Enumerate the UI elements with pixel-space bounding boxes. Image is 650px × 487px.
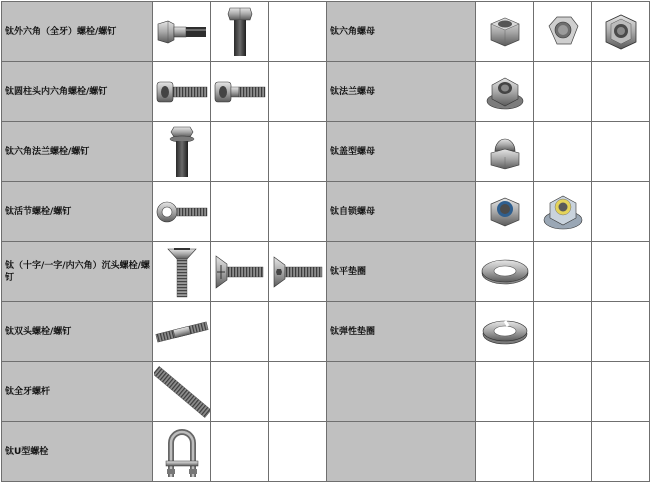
product-label: 钛法兰螺母: [327, 62, 476, 122]
table-row: [2, 182, 650, 242]
product-label: 钛活节螺栓/螺钉: [2, 182, 153, 242]
countersunk-slotted-screw-icon: [153, 242, 211, 302]
spring-washer-icon: [476, 302, 534, 362]
countersunk-phillips-screw-icon: [211, 242, 269, 302]
product-label: 钛U型螺栓: [2, 422, 153, 482]
fastener-catalog-table: [1, 1, 650, 482]
product-label: 钛双头螺栓/螺钉: [2, 302, 153, 362]
flange-bolt-icon: [153, 122, 211, 182]
product-label: 钛平垫圈: [327, 242, 476, 302]
stud-bolt-icon: [153, 302, 211, 362]
table-row: [2, 362, 650, 422]
threaded-rod-icon: [153, 362, 211, 422]
flat-washer-icon: [476, 242, 534, 302]
flange-lock-nut-icon: [534, 182, 592, 242]
product-label: 钛盖型螺母: [327, 122, 476, 182]
hex-bolt-icon: [153, 2, 211, 62]
product-label: 钛弹性垫圈: [327, 302, 476, 362]
table-row: [2, 242, 650, 302]
product-label: 钛六角法兰螺栓/螺钉: [2, 122, 153, 182]
hex-bolt-vertical-icon: [211, 2, 269, 62]
product-label: 钛自锁螺母: [327, 182, 476, 242]
table-row: [2, 302, 650, 362]
u-bolt-icon: [153, 422, 211, 482]
product-label: 钛六角螺母: [327, 2, 476, 62]
nylon-lock-nut-icon: [476, 182, 534, 242]
table-row: [2, 62, 650, 122]
cap-nut-icon: [476, 122, 534, 182]
product-label: 钛外六角（全牙）螺栓/螺钉: [2, 2, 153, 62]
product-label: 钛（十字/一字/内六角）沉头螺栓/螺钉: [2, 242, 153, 302]
table-row: [2, 122, 650, 182]
socket-cap-screw-icon: [153, 62, 211, 122]
eye-bolt-icon: [153, 182, 211, 242]
table-row: [2, 422, 650, 482]
hex-nut-icon: [476, 2, 534, 62]
flange-nut-icon: [476, 62, 534, 122]
table-row: [2, 2, 650, 62]
hex-nut-top-icon: [534, 2, 592, 62]
socket-cap-screw-short-icon: [211, 62, 269, 122]
product-label: 钛全牙螺杆: [2, 362, 153, 422]
countersunk-socket-screw-icon: [269, 242, 327, 302]
product-label: 钛圆柱头内六角螺栓/螺钉: [2, 62, 153, 122]
heavy-hex-nut-icon: [592, 2, 650, 62]
